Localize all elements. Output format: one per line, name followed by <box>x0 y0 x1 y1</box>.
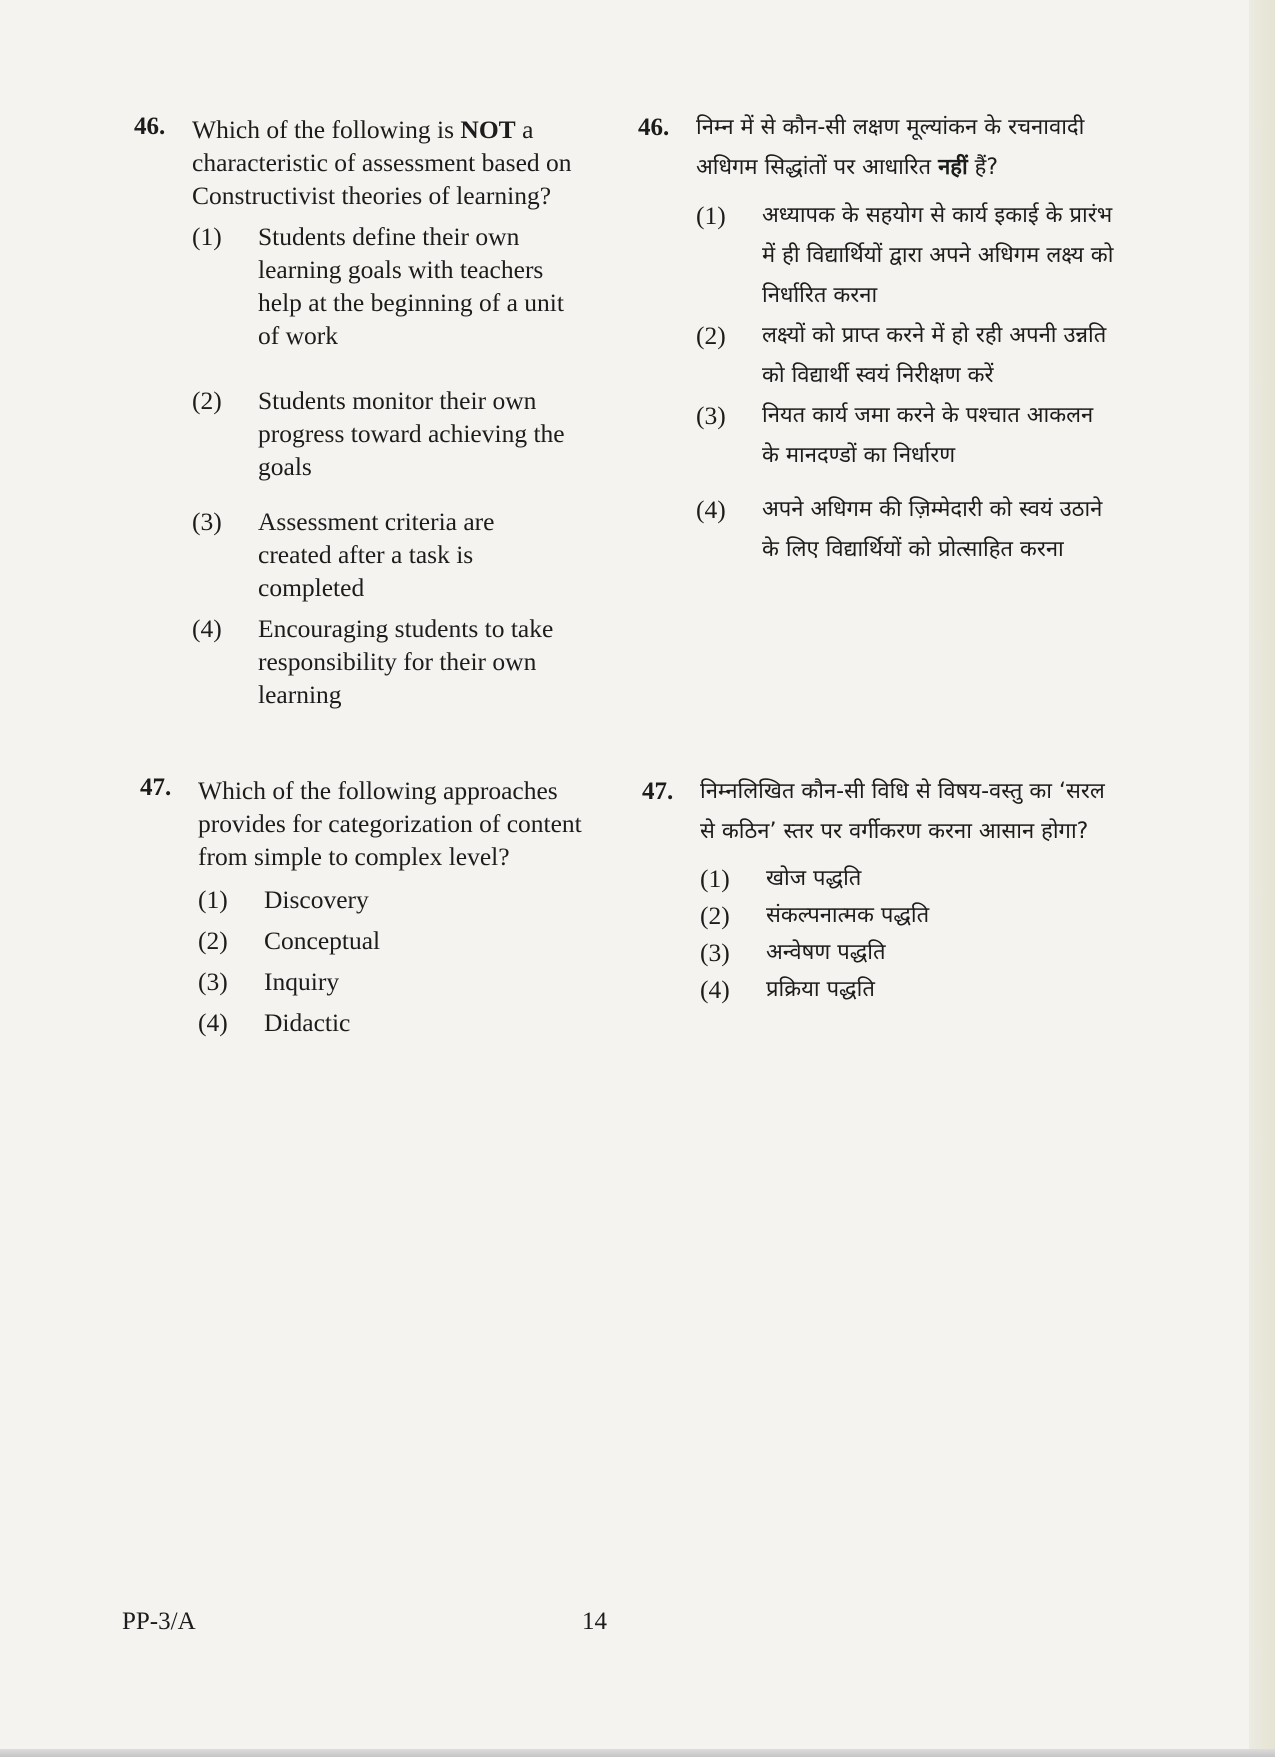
question-46-english <box>134 113 619 711</box>
emphasis-not: नहीं <box>938 155 968 180</box>
question-number: 46. <box>638 114 670 141</box>
option-4: (4) अपने अधिगम की ज़िम्मेदारी को स्वयं उठाने के लिए विद्यार्थियों को प्रोत्साहित करना <box>696 495 1103 562</box>
option-1: (1) Discovery <box>198 885 369 914</box>
option-2: (2) Students monitor their own progress toward achieving the goals <box>192 386 565 481</box>
option-3: (3) नियत कार्य जमा करने के पश्चात आकलन के मानदण्डों का निर्धारण <box>696 401 1094 468</box>
option-4: (4) प्रक्रिया पद्धति <box>700 975 875 1004</box>
options-list <box>700 860 1122 1008</box>
options-list <box>192 220 619 711</box>
page-bottom-edge <box>0 1749 1275 1757</box>
question-number: 47. <box>642 778 674 805</box>
page-edge-shadow <box>1249 0 1275 1757</box>
option-2: (2) संकल्पनात्मक पद्धति <box>700 901 930 930</box>
question-text: Which of the following approaches provides for categorization of content from simple to complex level? <box>198 776 582 871</box>
question-46-hindi <box>638 108 1118 570</box>
question-text: Which of the following is NOT a characteristic of assessment based on Constructivist theories of learning? <box>192 115 572 210</box>
question-text: निम्न में से कौन-सी लक्षण मूल्यांकन के रचनावादी अधिगम सिद्धांतों पर आधारित नहीं हैं? <box>696 115 1085 180</box>
booklet-code: PP-3/A <box>122 1608 196 1635</box>
option-1: (1) खोज पद्धति <box>700 864 862 893</box>
emphasis-not: NOT <box>460 115 516 144</box>
option-2: (2) Conceptual <box>198 926 381 955</box>
option-1: (1) Students define their own learning goals with teachers help at the beginning of a unit of work <box>192 222 564 350</box>
options-list <box>198 881 625 1041</box>
option-4: (4) Encouraging students to take responsibility for their own learning <box>192 614 554 709</box>
question-47-english <box>140 774 625 1041</box>
question-number: 46. <box>134 113 166 140</box>
question-text: निम्नलिखित कौन-सी विधि से विषय-वस्तु का ‘सरल से कठिन’ स्तर पर वर्गीकरण करना आसान होगा? <box>700 779 1105 844</box>
page-number: 14 <box>582 1608 607 1635</box>
question-number: 47. <box>140 774 172 801</box>
option-4: (4) Didactic <box>198 1008 351 1037</box>
options-list <box>696 196 1118 570</box>
question-47-hindi <box>642 772 1122 1008</box>
option-2: (2) लक्ष्यों को प्राप्त करने में हो रही अपनी उन्नति को विद्यार्थी स्वयं निरीक्षण करें <box>696 321 1107 388</box>
option-3: (3) Inquiry <box>198 967 340 996</box>
option-1: (1) अध्यापक के सहयोग से कार्य इकाई के प्रारंभ में ही विद्यार्थियों द्वारा अपने अधिगम लक्ष्य को निर्धारित करना <box>696 201 1114 308</box>
option-3: (3) अन्वेषण पद्धति <box>700 938 886 967</box>
option-3: (3) Assessment criteria are created after a task is completed <box>192 507 495 602</box>
